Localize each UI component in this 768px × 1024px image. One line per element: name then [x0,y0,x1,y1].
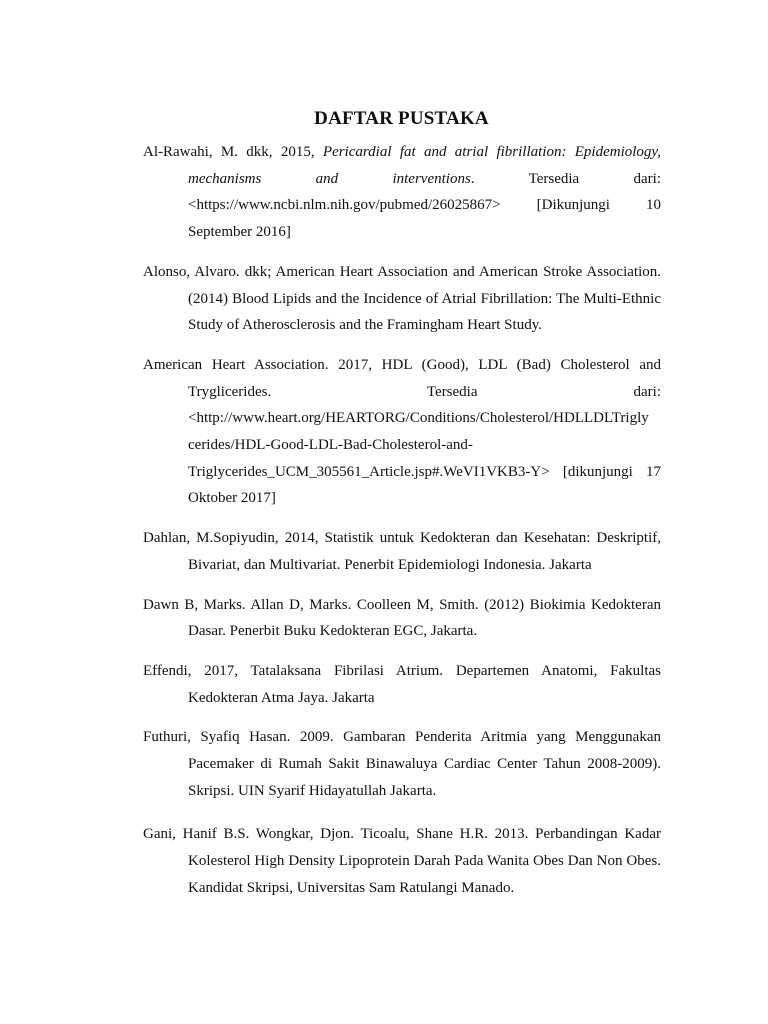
reference-text: September 2016] [188,224,291,241]
reference-line [188,432,661,459]
reference-text: Effendi, 2017, Tatalaksana Fibrilasi Atrium. Departemen Anatomi, Fakultas [143,662,661,679]
reference-text: <http://www.heart.org/HEARTORG/Conditions/Cholesterol/HDLLDLTrigly [188,410,649,427]
reference-line [188,459,661,486]
reference-line [188,485,661,512]
reference-line [188,618,661,645]
reference-line [143,259,661,286]
reference-text: Oktober 2017] [188,490,276,507]
reference-text: Gani, Hanif B.S. Wongkar, Djon. Ticoalu, Shane H.R. 2013. Perbandingan Kadar [143,826,661,843]
reference-text: Dawn B, Marks. Allan D, Marks. Coolleen M, Smith. (2012) Biokimia Kedokteran [143,596,661,613]
reference-text: Study of Atherosclerosis and the Framingham Heart Study. [188,317,542,334]
reference-text: <https://www.ncbi.nlm.nih.gov/pubmed/26025867> [Dikunjungi 10 [188,197,661,214]
reference-line [188,552,661,579]
reference-line [188,192,661,219]
reference-text: Kolesterol High Density Lipoprotein Darah Pada Wanita Obes Dan Non Obes. [188,853,661,870]
reference-text: Kandidat Skripsi, Universitas Sam Ratulangi Manado. [188,879,515,896]
reference-line [188,778,661,805]
reference-text: Kedokteran Atma Jaya. Jakarta [188,689,375,706]
page-title: DAFTAR PUSTAKA [314,108,489,129]
reference-entry [143,724,661,804]
reference-text: Triglycerides_UCM_305561_Article.jsp#.WeVI1VKB3-Y> [dikunjungi 17 [188,463,661,480]
reference-line [188,379,661,406]
reference-line [143,525,661,552]
reference-text: Bivariat, dan Multivariat. Penerbit Epidemiologi Indonesia. Jakarta [188,556,592,573]
reference-line [188,848,661,875]
reference-line [188,405,661,432]
reference-line [188,751,661,778]
reference-list [143,139,661,902]
reference-title-italic: Pericardial fat and atrial fibrillation: Epidemiology, [322,144,662,160]
reference-text: . Tersedia dari: [470,170,662,187]
reference-line [188,219,661,246]
reference-text: Alonso, Alvaro. dkk; American Heart Association and American Stroke Association. [143,263,661,280]
reference-line [188,875,661,902]
reference-text: (2014) Blood Lipids and the Incidence of Atrial Fibrillation: The Multi-Ethnic [188,290,661,307]
reference-entry [143,592,661,645]
reference-text: Al-Rawahi, M. dkk, 2015, [143,144,323,160]
reference-line [143,592,661,619]
reference-line [188,166,661,193]
reference-entry [143,139,661,246]
reference-line [143,139,661,166]
reference-text: Dasar. Penerbit Buku Kedokteran EGC, Jakarta. [188,623,478,640]
reference-text: American Heart Association. 2017, HDL (Good), LDL (Bad) Cholesterol and [143,356,661,373]
reference-line [143,658,661,685]
reference-title-italic: mechanisms and interventions [188,170,471,187]
reference-line [188,312,661,339]
reference-line [143,352,661,379]
reference-entry [143,821,661,901]
reference-line [143,724,661,751]
reference-text: Skripsi. UIN Syarif Hidayatullah Jakarta. [188,782,437,799]
reference-entry [143,658,661,711]
reference-line [188,286,661,313]
reference-line [188,685,661,712]
reference-text: Tryglicerides. Tersedia dari: [188,383,661,400]
reference-line [143,821,661,848]
reference-entry [143,525,661,578]
reference-entry [143,259,661,339]
reference-text: Pacemaker di Rumah Sakit Binawaluya Cardiac Center Tahun 2008-2009). [188,756,661,773]
reference-text: Dahlan, M.Sopiyudin, 2014, Statistik untuk Kedokteran dan Kesehatan: Deskriptif, [143,530,661,547]
reference-entry [143,352,661,512]
reference-text: cerides/HDL-Good-LDL-Bad-Cholesterol-and- [188,437,473,454]
reference-text: Futhuri, Syafiq Hasan. 2009. Gambaran Penderita Aritmia yang Menggunakan [143,729,661,746]
